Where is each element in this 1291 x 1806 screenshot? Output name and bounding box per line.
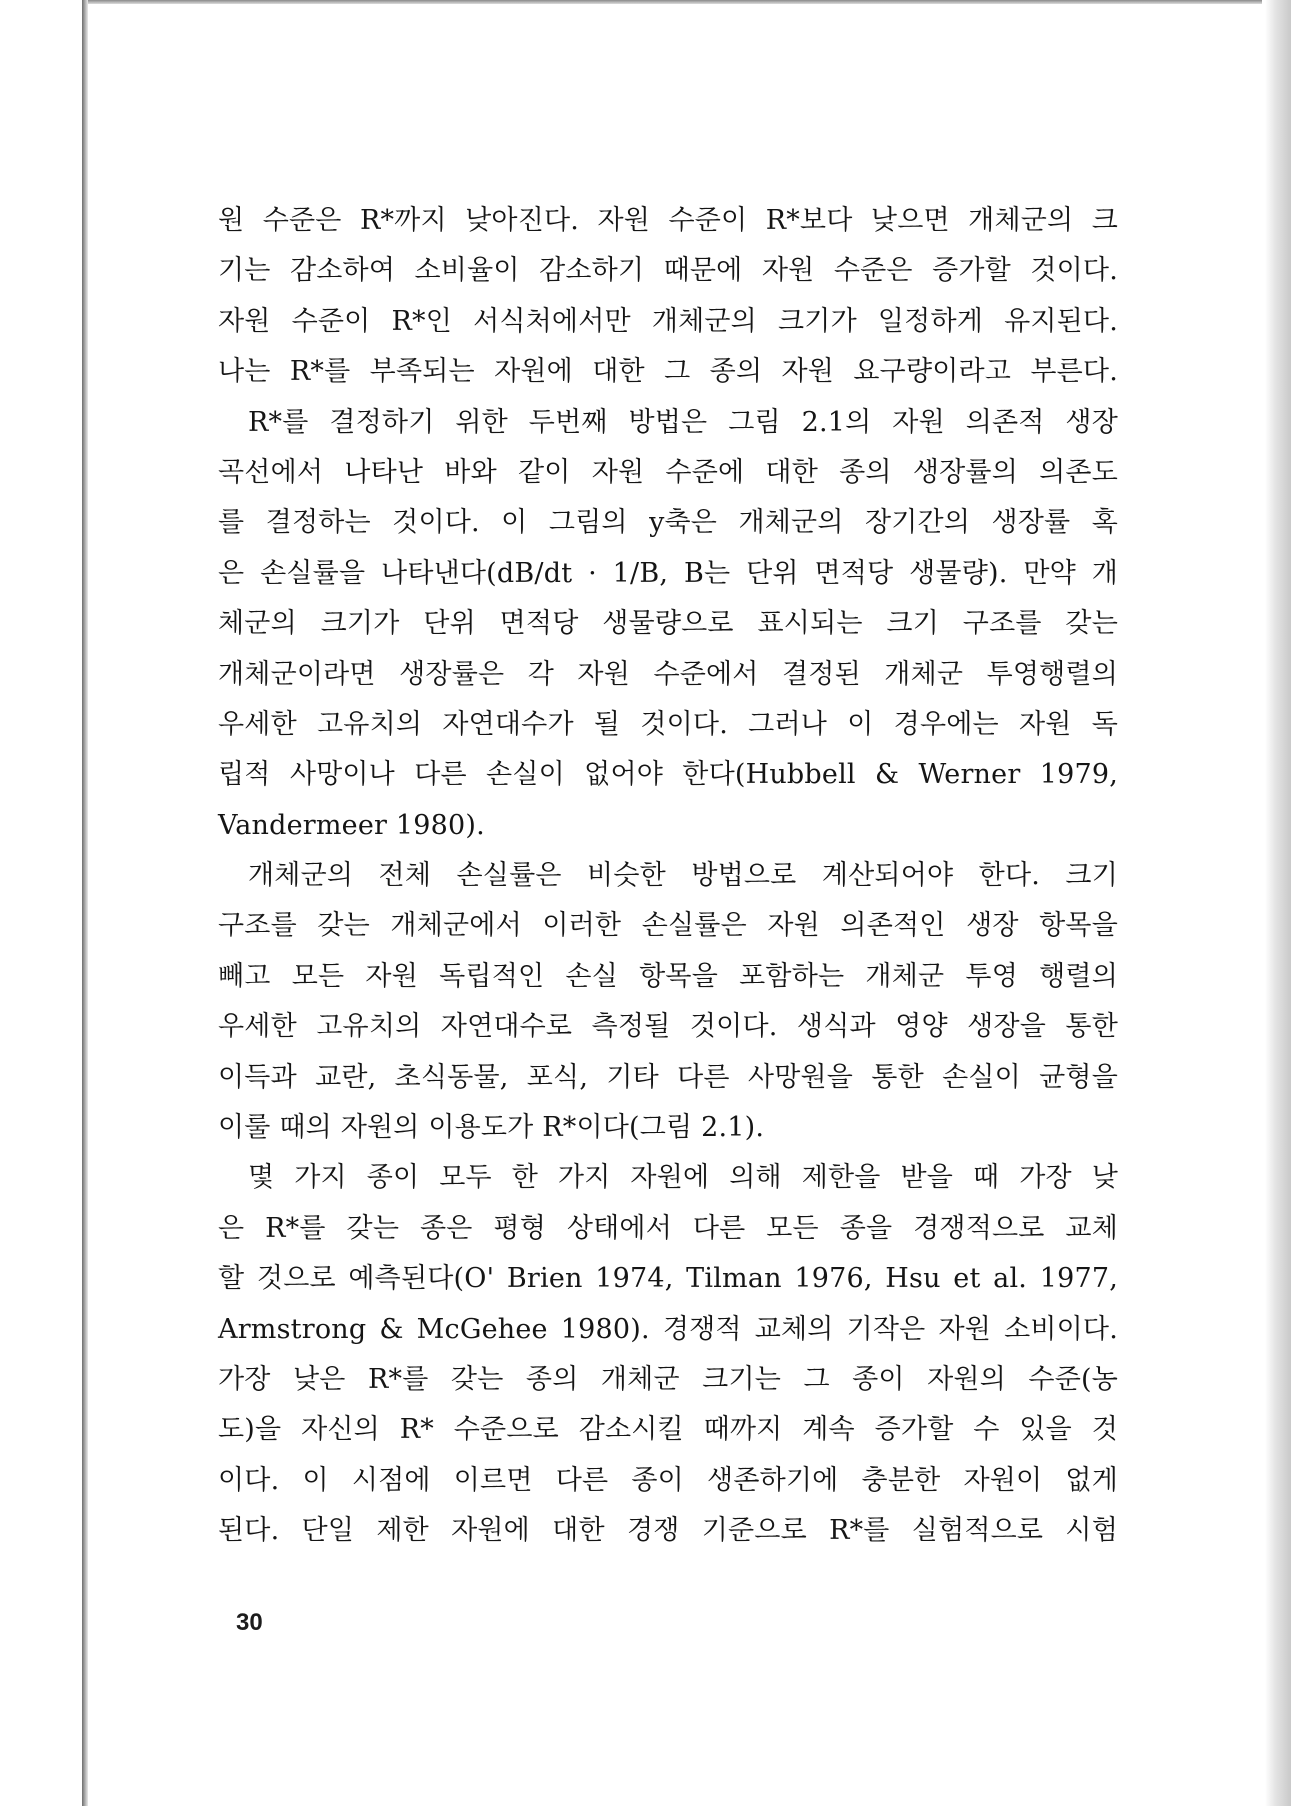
text-line: 구조를 갖는 개체군에서 이러한 손실률은 자원 의존적인 생장 항목을 bbox=[218, 910, 1118, 942]
text-line: 빼고 모든 자원 독립적인 손실 항목을 포함하는 개체군 투영 행렬의 bbox=[218, 960, 1118, 992]
text-line: 이다. 이 시점에 이르면 다른 종이 생존하기에 충분한 자원이 없게 bbox=[218, 1464, 1118, 1496]
text-line: 를 결정하는 것이다. 이 그림의 y축은 개체군의 장기간의 생장률 혹 bbox=[218, 507, 1118, 539]
text-line: Vandermeer 1980). bbox=[218, 809, 485, 841]
text-line: 립적 사망이나 다른 손실이 없어야 한다(Hubbell & Werner 1979, bbox=[218, 759, 1118, 791]
page-right-shadow bbox=[1265, 0, 1291, 1806]
text-line: 우세한 고유치의 자연대수가 될 것이다. 그러나 이 경우에는 자원 독 bbox=[218, 708, 1118, 740]
paragraph-4 bbox=[218, 1153, 1118, 1556]
text-line: 개체군의 전체 손실률은 비슷한 방법으로 계산되어야 한다. 크기 bbox=[248, 860, 1118, 892]
text-line: R*를 결정하기 위한 두번째 방법은 그림 2.1의 자원 의존적 생장 bbox=[248, 406, 1118, 438]
book-spine-edge bbox=[82, 0, 88, 1806]
page-top-edge bbox=[82, 0, 1262, 4]
text-line: 가장 낮은 R*를 갖는 종의 개체군 크기는 그 종이 자원의 수준(농 bbox=[218, 1363, 1118, 1395]
text-line: 이룰 때의 자원의 이용도가 R*이다(그림 2.1). bbox=[218, 1112, 765, 1144]
text-line: 개체군이라면 생장률은 각 자원 수준에서 결정된 개체군 투영행렬의 bbox=[218, 658, 1118, 690]
paragraph-1 bbox=[218, 196, 1118, 398]
text-line: 이득과 교란, 초식동물, 포식, 기타 다른 사망원을 통한 손실이 균형을 bbox=[218, 1061, 1118, 1093]
text-line: 할 것으로 예측된다(O' Brien 1974, Tilman 1976, Hsu et al. 1977, bbox=[218, 1263, 1118, 1295]
text-line: 은 R*를 갖는 종은 평형 상태에서 다른 모든 종을 경쟁적으로 교체 bbox=[218, 1212, 1118, 1244]
text-line: 원 수준은 R*까지 낮아진다. 자원 수준이 R*보다 낮으면 개체군의 크 bbox=[218, 205, 1118, 236]
page-number: 30 bbox=[236, 1609, 263, 1636]
text-line: 몇 가지 종이 모두 한 가지 자원에 의해 제한을 받을 때 가장 낮 bbox=[248, 1162, 1118, 1194]
text-line: 우세한 고유치의 자연대수로 측정될 것이다. 생식과 영양 생장을 통한 bbox=[218, 1011, 1118, 1043]
paragraph-3 bbox=[218, 851, 1118, 1153]
text-line: 나는 R*를 부족되는 자원에 대한 그 종의 자원 요구량이라고 부른다. bbox=[218, 356, 1118, 388]
text-line: 기는 감소하여 소비율이 감소하기 때문에 자원 수준은 증가할 것이다. bbox=[218, 255, 1118, 287]
text-line: Armstrong & McGehee 1980). 경쟁적 교체의 기작은 자원 소비이다. bbox=[218, 1313, 1118, 1345]
text-line: 체군의 크기가 단위 면적당 생물량으로 표시되는 크기 구조를 갖는 bbox=[218, 608, 1118, 640]
page-body-text bbox=[218, 196, 1118, 1557]
paragraph-2 bbox=[218, 398, 1118, 852]
text-line: 된다. 단일 제한 자원에 대한 경쟁 기준으로 R*를 실험적으로 시험 bbox=[218, 1515, 1118, 1547]
text-line: 곡선에서 나타난 바와 같이 자원 수준에 대한 종의 생장률의 의존도 bbox=[218, 456, 1118, 488]
text-line: 은 손실률을 나타낸다(dB/dt · 1/B, B는 단위 면적당 생물량). 만약 개 bbox=[218, 557, 1118, 589]
text-line: 도)을 자신의 R* 수준으로 감소시킬 때까지 계속 증가할 수 있을 것 bbox=[218, 1414, 1118, 1446]
text-line: 자원 수준이 R*인 서식처에서만 개체군의 크기가 일정하게 유지된다. bbox=[218, 305, 1118, 337]
